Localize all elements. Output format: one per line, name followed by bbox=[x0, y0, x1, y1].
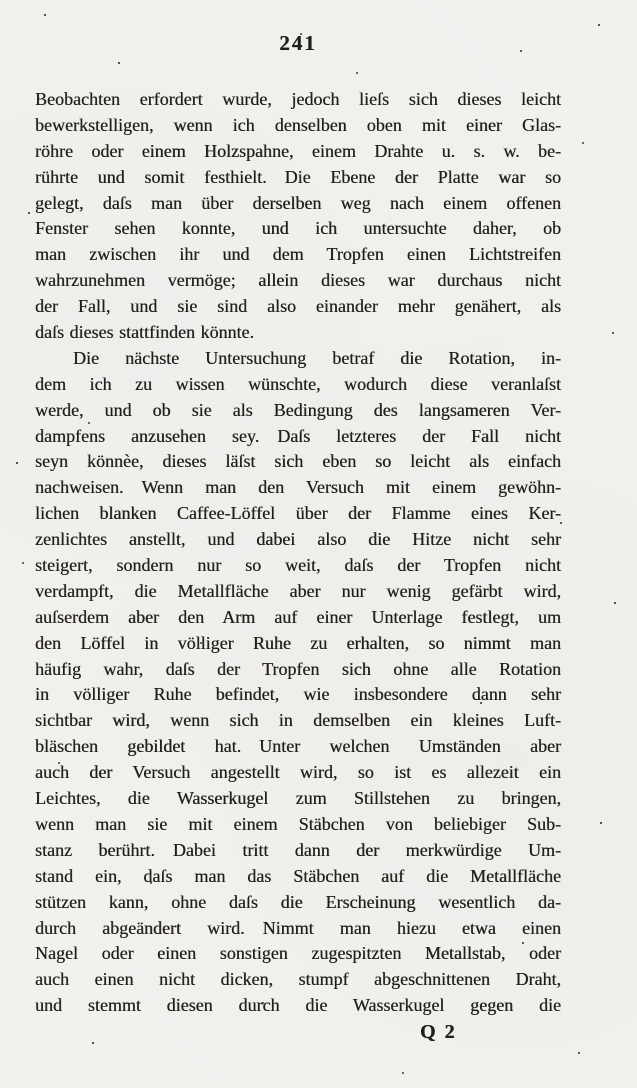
text-line: lichen blanken Caffee-Löffel über der Flamme eines Ker- bbox=[35, 503, 561, 524]
text-line: steigert, sondern nur so weit, daſs der Tropfen nicht bbox=[35, 555, 561, 576]
text-line: wenn man sie mit einem Stäbchen von beliebiger Sub- bbox=[35, 813, 561, 834]
text-line: nachweisen. Wenn man den Versuch mit einem gewöhn- bbox=[35, 477, 561, 498]
text-line: und stemmt diesen durch die Wasserkugel gegen die bbox=[35, 995, 561, 1016]
text-line: Fenster sehen konnte, und ich untersuchte daher, ob bbox=[35, 218, 561, 239]
text-line: wahrzunehmen vermöge; allein dieses war durchaus nicht bbox=[35, 270, 561, 291]
text-line: dampfens anzusehen sey. Daſs letzteres der Fall nicht bbox=[35, 425, 561, 446]
text-line: stützen kann, ohne daſs die Erscheinung wesentlich da- bbox=[35, 891, 561, 912]
text-line: sichtbar wird, wenn sich in demselben ein kleines Luft- bbox=[35, 710, 561, 731]
scan-noise-specks bbox=[0, 0, 2, 2]
text-line: Die nächste Untersuchung betraf die Rotation, in- bbox=[73, 347, 561, 368]
text-line: stanz berührt. Dabei tritt dann der merkwürdige Um- bbox=[35, 839, 561, 860]
text-line: durch abgeändert wird. Nimmt man hiezu etwa einen bbox=[35, 917, 561, 938]
text-line: werde, und ob sie als Bedingung des langsameren Ver- bbox=[35, 399, 561, 420]
text-line: seyn könnèe, dieses läſst sich eben so leicht als einfach bbox=[35, 451, 561, 472]
text-line: stand ein, daſs man das Stäbchen auf die Metallfläche bbox=[35, 865, 561, 886]
text-line: der Fall, und sie sind also einander mehr genähert, als bbox=[35, 296, 561, 317]
text-line: verdampft, die Metallfläche aber nur wenig gefärbt wird, bbox=[35, 580, 561, 601]
text-line: Nagel oder einen sonstigen zugespitzten Metallstab, oder bbox=[35, 943, 561, 964]
text-line: Leichtes, die Wasserkugel zum Stillstehen zu bringen, bbox=[35, 788, 561, 809]
text-line: daſs dieses stattfinden könnte. bbox=[35, 322, 254, 343]
text-line: dem ich zu wissen wünschte, wodurch diese veranlaſst bbox=[35, 373, 561, 394]
text-line: auch der Versuch angestellt wird, so ist es allezeit ein bbox=[35, 762, 561, 783]
page-number: 241 bbox=[279, 31, 317, 55]
text-line: bläschen gebildet hat. Unter welchen Umständen aber bbox=[35, 736, 561, 757]
text-line: in völliger Ruhe befindet, wie insbesondere dann sehr bbox=[35, 684, 561, 705]
text-line: bewerkstelligen, wenn ich denselben oben mit einer Glas- bbox=[35, 114, 561, 135]
text-line: auch einen nicht dicken, stumpf abgeschnittenen Draht, bbox=[35, 969, 561, 990]
text-line: röhre oder einem Holzspahne, einem Drahte u. s. w. be- bbox=[35, 140, 561, 161]
text-line: man zwischen ihr und dem Tropfen einen Lichtstreifen bbox=[35, 244, 561, 265]
text-line: Beobachten erfordert wurde, jedoch lieſs sich dieses leicht bbox=[35, 89, 561, 109]
text-line: den Löffel in völliger Ruhe zu erhalten, so nimmt man bbox=[35, 632, 561, 653]
page-text-block bbox=[35, 87, 561, 1019]
text-line: rührte und somit festhielt. Die Ebene der Platte war so bbox=[35, 166, 561, 187]
text-line: gelegt, daſs man über derselben weg nach einem offenen bbox=[35, 192, 561, 213]
signature-mark: Q 2 bbox=[420, 1021, 457, 1043]
text-line: zenlichtes anstellt, und dabei also die Hitze nicht sehr bbox=[35, 529, 561, 550]
text-line: auſserdem aber den Arm auf einer Unterlage festlegt, um bbox=[35, 606, 561, 627]
text-line: häufig wahr, daſs der Tropfen sich ohne alle Rotation bbox=[35, 658, 561, 679]
